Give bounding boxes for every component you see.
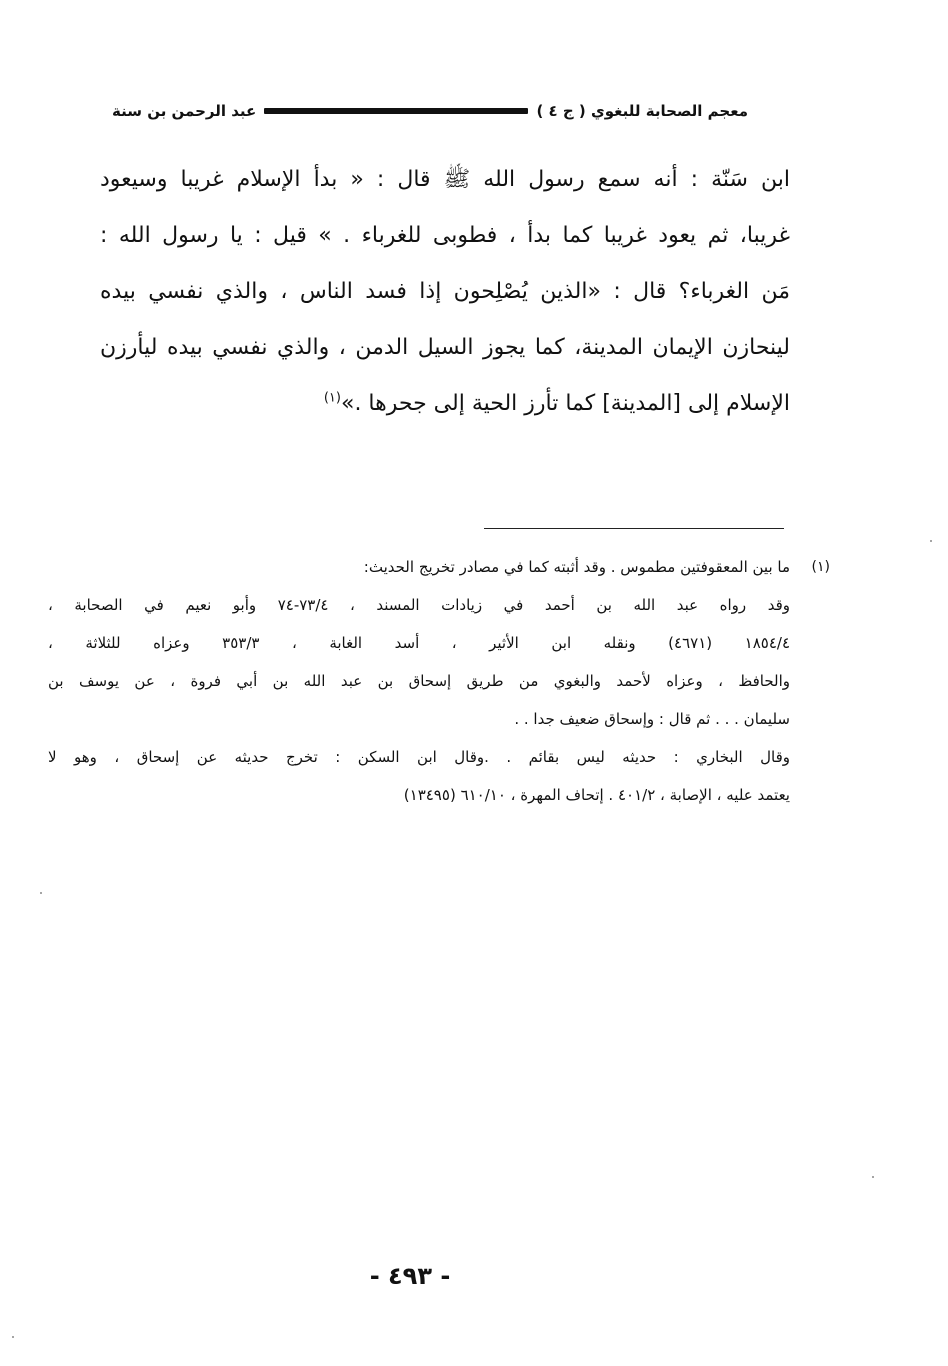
scan-speck [872,1176,874,1178]
footnote-line: وقال البخاري : حديثه ليس بقائم . .وقال ابن السكن : تخرج حديثه عن إسحاق ، وهو لا [48,748,790,766]
body-line: مَن الغرباء؟ قال : «الذين يُصْلِحون إذا فسد الناس ، والذي نفسي بيده [100,279,790,304]
footnote-line: سليمان . . . ثم قال : وإسحاق ضعيف جدا . . [514,710,790,728]
body-line-text: الإسلام إلى [المدينة] كما تأرز الحية إلى جحرها .» [340,391,790,416]
header-book-title: معجم الصحابة للبغوي ( ج ٤ ) [536,102,748,120]
body-line: ابن سَنّة : أنه سمع رسول الله ﷺ قال : « بدأ الإسلام غريبا وسيعود [100,167,790,192]
footnote-line: والحافظ ، وعزاه لأحمد والبغوي من طريق إسحاق بن عبد الله بن أبي فروة ، عن يوسف بن [48,672,790,690]
header-section-title: عبد الرحمن بن سنة [112,102,257,120]
footnote-first-line [48,548,830,586]
footnote-text: ما بين المعقوفتين مطموس . وقد أثبته كما في مصادر تخريج الحديث: [363,558,790,576]
body-line: لينحازن الإيمان المدينة، كما يجوز السيل الدمن ، والذي نفسي بيده ليأرزن [100,335,790,360]
footnote-number: (١) [811,559,830,575]
footnotes [48,548,830,814]
scan-speck [40,892,42,894]
scan-speck [930,540,932,542]
body-text [100,152,790,432]
scan-speck [12,1336,14,1338]
footnote-marker: (١) [323,390,341,406]
running-header [112,94,748,128]
page-number: - ٤٩٣ - [369,1262,451,1290]
header-rule [264,108,528,114]
body-line-last [100,376,790,432]
footnote-line: يعتمد عليه ، الإصابة ، ٤٠١/٢ . إتحاف المهرة ، ٦١٠/١٠ (١٣٤٩٥) [403,786,790,804]
body-line: غريبا، ثم يعود غريبا كما بدأ ، فطوبى للغرباء . » قيل : يا رسول الله : [100,223,790,248]
footnote-line: ١٨٥٤/٤ (٤٦٧١) ونقله ابن الأثير ، أسد الغابة ، ٣٥٣/٣ وعزاه للثلاثة ، [48,634,791,652]
footnote-line: وقد رواه عبد الله بن أحمد في زيادات المسند ، ٧٣/٤-٧٤ وأبو نعيم في الصحابة ، [48,596,790,614]
footnote-separator [484,528,784,529]
